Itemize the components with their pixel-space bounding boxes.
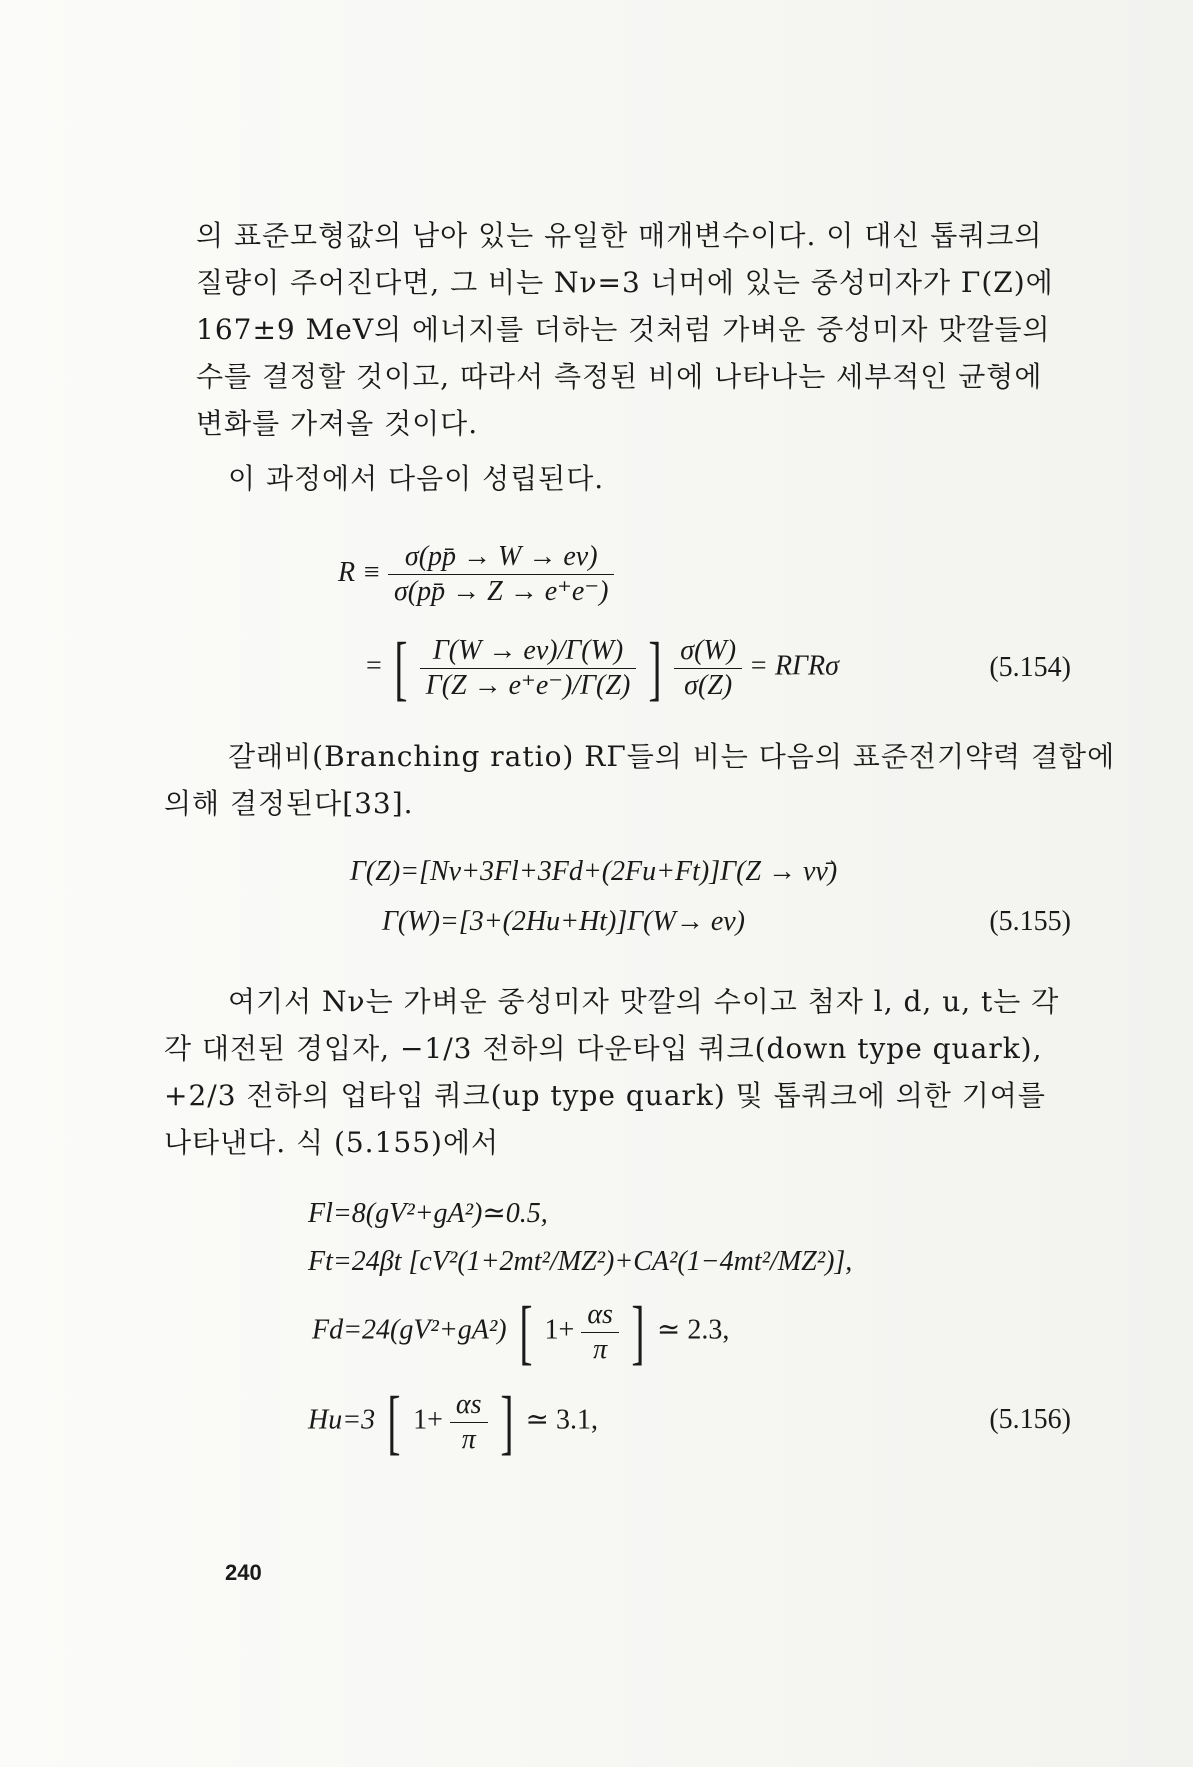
alpha-over-pi bbox=[581, 1298, 619, 1367]
text-line: 각 대전된 경입자, −1/3 전하의 다운타입 쿼크(down type quark), bbox=[164, 1032, 1043, 1065]
hu-lhs: Hu=3 bbox=[308, 1404, 376, 1436]
equation-number: (5.155) bbox=[989, 906, 1071, 937]
text-line: 의 표준모형값의 남아 있는 유일한 매개변수이다. 이 대신 톱쿼크의 bbox=[196, 219, 1043, 252]
text-line: 질량이 주어진다면, 그 비는 Nν=3 너머에 있는 중성미자가 Γ(Z)에 bbox=[196, 266, 1054, 299]
fraction-numerator: αs bbox=[581, 1298, 619, 1333]
equation-5-155-line2: Γ(W)=[3+(2Hu+Ht)]Γ(W→ eν) bbox=[382, 906, 746, 937]
text-line: 변화를 가져올 것이다. bbox=[196, 407, 479, 440]
equation-number: (5.154) bbox=[989, 652, 1071, 683]
equation-number: (5.156) bbox=[989, 1404, 1071, 1435]
equation-5-156-line3 bbox=[312, 1292, 730, 1372]
fraction-numerator: Γ(W → eν)/Γ(W) bbox=[420, 634, 637, 669]
equals-sign: = bbox=[366, 650, 382, 682]
fraction-denominator: π bbox=[593, 1333, 608, 1365]
left-bracket-glyph: [ bbox=[394, 628, 408, 708]
cross-section-ratio bbox=[388, 540, 614, 609]
one-plus: 1+ bbox=[544, 1314, 575, 1346]
fraction-numerator: σ(pp̄ → W → eν) bbox=[388, 540, 614, 575]
paragraph-1 bbox=[196, 212, 1072, 447]
right-bracket-glyph: ] bbox=[648, 628, 662, 708]
r-label: R ≡ bbox=[338, 556, 381, 588]
fraction-denominator: σ(Z) bbox=[684, 669, 733, 701]
fraction-denominator: π bbox=[461, 1423, 476, 1455]
fraction-numerator: σ(W) bbox=[674, 634, 742, 669]
fd-lhs: Fd=24(gV²+gA²) bbox=[312, 1314, 507, 1346]
left-bracket-glyph: [ bbox=[387, 1382, 401, 1462]
paragraph-2 bbox=[228, 455, 1104, 502]
alpha-over-pi bbox=[450, 1388, 488, 1457]
page-number: 240 bbox=[225, 1560, 262, 1585]
text-line: 이 과정에서 다음이 성립된다. bbox=[228, 462, 605, 495]
fd-rhs: ≃ 2.3, bbox=[656, 1314, 730, 1346]
sigma-fraction bbox=[674, 634, 742, 703]
text-line: 여기서 Nν는 가벼운 중성미자 맛깔의 수이고 첨자 l, d, u, t는 각 bbox=[228, 985, 1060, 1018]
text-line: 의해 결정된다[33]. bbox=[164, 787, 414, 820]
equation-5-155-line1: Γ(Z)=[Nν+3Fl+3Fd+(2Fu+Ft)]Γ(Z → νν̄) bbox=[350, 856, 838, 887]
hu-rhs: ≃ 3.1, bbox=[525, 1404, 598, 1436]
rhs-product: = RΓRσ bbox=[749, 650, 839, 682]
paragraph-4 bbox=[164, 978, 1072, 1166]
fraction-denominator: σ(pp̄ → Z → e⁺e⁻) bbox=[394, 576, 609, 607]
fraction-denominator: Γ(Z → e⁺e⁻)/Γ(Z) bbox=[425, 669, 631, 701]
one-plus: 1+ bbox=[413, 1404, 443, 1436]
paragraph-3 bbox=[164, 733, 1116, 827]
equation-5-156-line2: Ft=24βt [cV²(1+2mt²/MZ²)+CA²(1−4mt²/MZ²)], bbox=[308, 1246, 853, 1277]
right-bracket-glyph: ] bbox=[631, 1292, 645, 1372]
equation-5-154-line1 bbox=[338, 540, 614, 609]
equation-5-154-line2 bbox=[366, 628, 839, 708]
right-bracket-glyph: ] bbox=[499, 1382, 514, 1462]
branching-ratio-fraction bbox=[420, 634, 637, 703]
text-line: 167±9 MeV의 에너지를 더하는 것처럼 가벼운 중성미자 맛깔들의 bbox=[196, 313, 1051, 346]
left-bracket-glyph: [ bbox=[518, 1292, 533, 1372]
equation-5-156-line4 bbox=[308, 1382, 598, 1462]
text-line: 나타낸다. 식 (5.155)에서 bbox=[164, 1126, 500, 1159]
text-line: +2/3 전하의 업타입 쿼크(up type quark) 및 톱쿼크에 의한 기여를 bbox=[164, 1079, 1046, 1112]
text-line: 갈래비(Branching ratio) RΓ들의 비는 다음의 표준전기약력 결합에 bbox=[228, 740, 1116, 773]
fraction-numerator: αs bbox=[450, 1388, 488, 1423]
equation-5-156-line1: Fl=8(gV²+gA²)≃0.5, bbox=[308, 1198, 548, 1229]
text-line: 수를 결정할 것이고, 따라서 측정된 비에 나타나는 세부적인 균형에 bbox=[196, 360, 1043, 393]
